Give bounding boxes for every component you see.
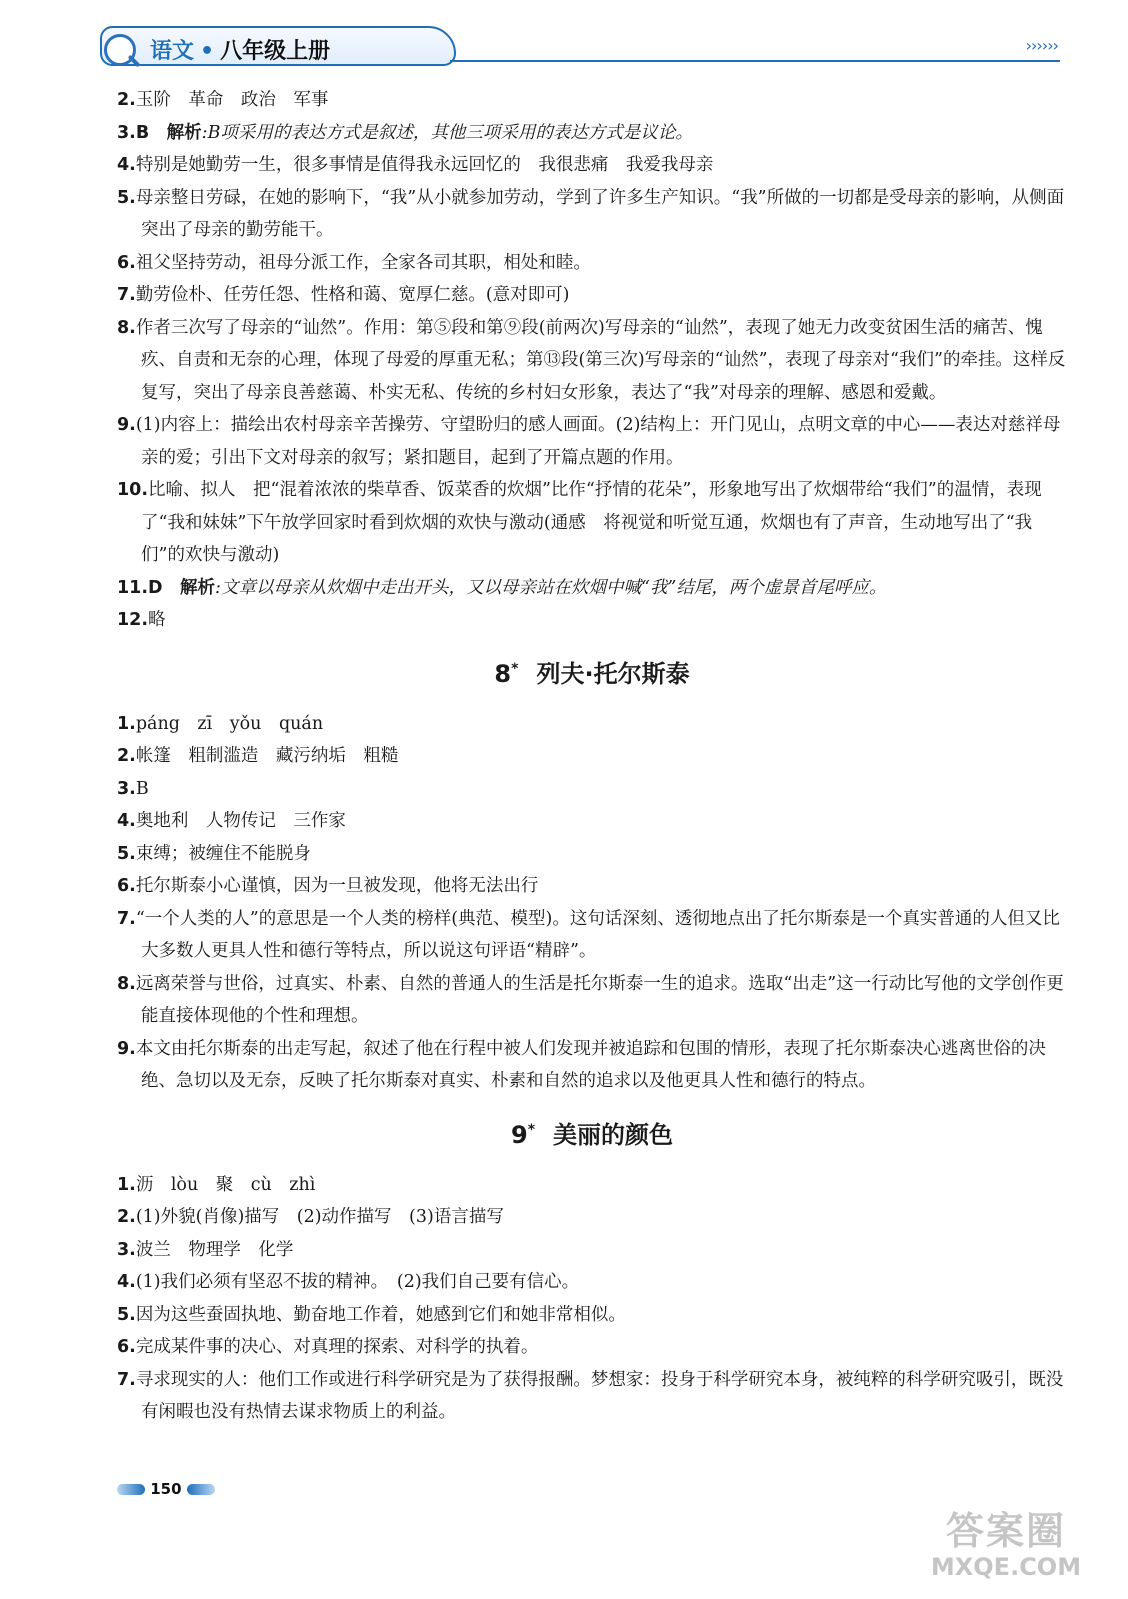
item-number: 8. xyxy=(117,973,136,994)
answer-content xyxy=(117,84,1067,1429)
answer-item xyxy=(117,604,1067,637)
item-number: 5. xyxy=(117,843,136,864)
item-text: :文章以母亲从炊烟中走出开头，又以母亲站在炊烟中喊“我”结尾，两个虚景首尾呼应。 xyxy=(215,577,887,598)
item-number: 5. xyxy=(117,187,136,208)
item-number: 1. xyxy=(117,1174,136,1195)
item-text: 比喻、拟人 把“混着浓浓的柴草香、饭菜香的炊烟”比作“抒情的花朵”，形象地写出了炊烟带给“我们”的温情，表现了“我和妹妹”下午放学回家时看到炊烟的欢快与激动(通感 将视觉和听觉互通，炊烟也有了声音，生动地写出了“我们”的欢快与激动) xyxy=(141,480,1042,565)
answer-item xyxy=(117,409,1067,474)
item-number: 3. xyxy=(117,122,136,143)
item-number: 1. xyxy=(117,713,136,734)
item-number: 7. xyxy=(117,1369,136,1390)
item-number: 5. xyxy=(117,1304,136,1325)
item-number: 6. xyxy=(117,252,136,273)
section-8-answers xyxy=(117,708,1067,1098)
item-text: 沥 lòu 聚 cù zhì xyxy=(135,1174,316,1195)
item-text: 波兰 物理学 化学 xyxy=(135,1239,294,1260)
answer-item xyxy=(117,1169,1067,1202)
page-number: 150 xyxy=(150,1480,182,1498)
answer-item xyxy=(117,247,1067,280)
footer-decoration xyxy=(187,1484,215,1495)
item-text: 帐篷 粗制滥造 藏污纳垢 粗糙 xyxy=(135,746,399,766)
item-number: 2. xyxy=(117,746,136,766)
item-number: 6. xyxy=(117,1337,136,1357)
answer-item xyxy=(117,1033,1067,1098)
item-text: páng zī yǒu quán xyxy=(135,713,324,734)
answer-item xyxy=(117,903,1067,968)
answer-item xyxy=(117,1364,1067,1429)
answer-item xyxy=(117,1266,1067,1299)
section-title-text: 美丽的颜色 xyxy=(553,1120,674,1149)
watermark-url: MXQE.COM xyxy=(930,1553,1082,1581)
chevrons-icon: ›››››› xyxy=(1025,36,1058,55)
page-footer xyxy=(117,1480,215,1498)
answer-item xyxy=(117,149,1067,182)
answer-item xyxy=(117,1201,1067,1234)
item-text: 奥地利 人物传记 三作家 xyxy=(135,811,346,831)
header-rule xyxy=(450,60,1060,62)
item-number: 7. xyxy=(117,908,136,929)
item-text: 略 xyxy=(148,610,166,630)
answer-item xyxy=(117,279,1067,312)
item-number: 9. xyxy=(117,415,136,435)
item-number: 3. xyxy=(117,778,136,799)
section-title-text: 列夫·托尔斯泰 xyxy=(536,659,690,688)
item-text: 祖父坚持劳动，祖母分派工作，全家各司其职，相处和睦。 xyxy=(135,252,591,273)
item-text: 因为这些蚕固执地、勤奋地工作着，她感到它们和她非常相似。 xyxy=(135,1304,626,1325)
page-header xyxy=(100,26,1080,66)
section-9-title xyxy=(117,1112,1067,1153)
item-number: 9. xyxy=(117,1038,136,1059)
answer-item xyxy=(117,572,1067,605)
choice-answer: B xyxy=(135,122,150,143)
item-number: 4. xyxy=(117,155,136,175)
item-text: 特别是她勤劳一生，很多事情是值得我永远回忆的 我很悲痛 我爱我母亲 xyxy=(135,155,714,175)
item-text: B xyxy=(135,778,149,799)
grade-label: 八年级上册 xyxy=(220,39,331,64)
optional-mark: * xyxy=(527,1121,536,1138)
item-number: 4. xyxy=(117,811,136,831)
item-text: (1)内容上：描绘出农村母亲辛苦操劳、守望盼归的感人画面。(2)结构上：开门见山，点明文章的中心——表达对慈祥母亲的爱；引出下文对母亲的叙写；紧扣题目，起到了开篇点题的作用。 xyxy=(135,415,1061,468)
answer-item xyxy=(117,838,1067,871)
item-number: 11. xyxy=(117,577,149,598)
answer-item xyxy=(117,1331,1067,1364)
item-text: 托尔斯泰小心谨慎，因为一旦被发现，他将无法出行 xyxy=(135,876,539,896)
item-text: 勤劳俭朴、任劳任怨、性格和蔼、宽厚仁慈。(意对即可) xyxy=(135,285,570,305)
section-number: 9 xyxy=(510,1120,528,1149)
item-text: (1)我们必须有坚忍不拔的精神。 (2)我们自己要有信心。 xyxy=(135,1272,580,1292)
item-text: 母亲整日劳碌，在她的影响下，“我”从小就参加劳动，学到了许多生产知识。“我”所做的一切都是受母亲的影响，从侧面突出了母亲的勤劳能干。 xyxy=(135,187,1065,240)
answer-item xyxy=(117,84,1067,117)
footer-decoration xyxy=(117,1484,145,1495)
item-number: 8. xyxy=(117,317,136,338)
header-separator: • xyxy=(200,39,215,64)
answer-item xyxy=(117,312,1067,410)
header-tab xyxy=(100,26,456,66)
item-text: 完成某件事的决心、对真理的探索、对科学的执着。 xyxy=(135,1337,539,1357)
section-8-title xyxy=(117,651,1067,692)
item-text: 寻求现实的人：他们工作或进行科学研究是为了获得报酬。梦想家：投身于科学研究本身，被纯粹的科学研究吸引，既没有闲暇也没有热情去谋求物质上的利益。 xyxy=(135,1369,1064,1422)
choice-answer: D xyxy=(148,577,163,598)
magnifier-icon xyxy=(104,34,136,66)
watermark-text: 答案圈 xyxy=(945,1509,1066,1553)
answer-item xyxy=(117,1299,1067,1332)
header-title xyxy=(150,34,330,65)
item-number: 7. xyxy=(117,285,136,305)
answer-item xyxy=(117,474,1067,572)
answer-item xyxy=(117,740,1067,773)
section-9-answers xyxy=(117,1169,1067,1429)
item-text: 远离荣誉与世俗，过真实、朴素、自然的普通人的生活是托尔斯泰一生的追求。选取“出走”这一行动比写他的文学创作更能直接体现他的个性和理想。 xyxy=(135,973,1064,1026)
answer-item xyxy=(117,805,1067,838)
item-text: “一个人类的人”的意思是一个人类的榜样(典范、模型)。这句话深刻、透彻地点出了托尔斯泰是一个真实普通的人但又比大多数人更具人性和德行等特点，所以说这句评语“精辟”。 xyxy=(135,908,1060,961)
item-text: :B项采用的表达方式是叙述，其他三项采用的表达方式是议论。 xyxy=(201,122,693,143)
section-number: 8 xyxy=(494,659,512,688)
item-text: 玉阶 革命 政治 军事 xyxy=(135,90,329,110)
item-number: 2. xyxy=(117,1207,136,1227)
answer-item xyxy=(117,117,1067,150)
watermark-logo xyxy=(906,1509,1106,1587)
answer-item xyxy=(117,870,1067,903)
answer-item xyxy=(117,1234,1067,1267)
section-7-answers xyxy=(117,84,1067,637)
item-number: 3. xyxy=(117,1239,136,1260)
answer-item xyxy=(117,968,1067,1033)
item-text: (1)外貌(肖像)描写 (2)动作描写 (3)语言描写 xyxy=(135,1207,504,1227)
analysis-label: 解析 xyxy=(180,577,216,598)
item-number: 4. xyxy=(117,1272,136,1292)
optional-mark: * xyxy=(511,660,519,677)
analysis-label: 解析 xyxy=(166,122,202,143)
item-number: 2. xyxy=(117,90,136,110)
subject-label: 语文 xyxy=(150,39,195,64)
answer-item xyxy=(117,773,1067,806)
item-number: 6. xyxy=(117,876,136,896)
answer-item xyxy=(117,708,1067,741)
item-text: 束缚；被缠住不能脱身 xyxy=(135,843,311,864)
answer-item xyxy=(117,182,1067,247)
item-text: 作者三次写了母亲的“讪然”。作用：第⑤段和第⑨段(前两次)写母亲的“讪然”，表现了她无力改变贫困生活的痛苦、愧疚、自责和无奈的心理，体现了母爱的厚重无私；第⑬段(第三次)写母亲的“讪然”，表现了母亲对“我们”的牵挂。这样反复写，突出了母亲良善慈蔼、朴实无私、传统的乡村妇女形象，表达了“我”对母亲的理解、感恩和爱戴。 xyxy=(135,317,1066,403)
item-number: 10. xyxy=(117,480,149,500)
item-number: 12. xyxy=(117,610,149,630)
item-text: 本文由托尔斯泰的出走写起，叙述了他在行程中被人们发现并被追踪和包围的情形，表现了托尔斯泰决心逃离世俗的决绝、急切以及无奈，反映了托尔斯泰对真实、朴素和自然的追求以及他更具人性和德行的特点。 xyxy=(135,1038,1046,1091)
